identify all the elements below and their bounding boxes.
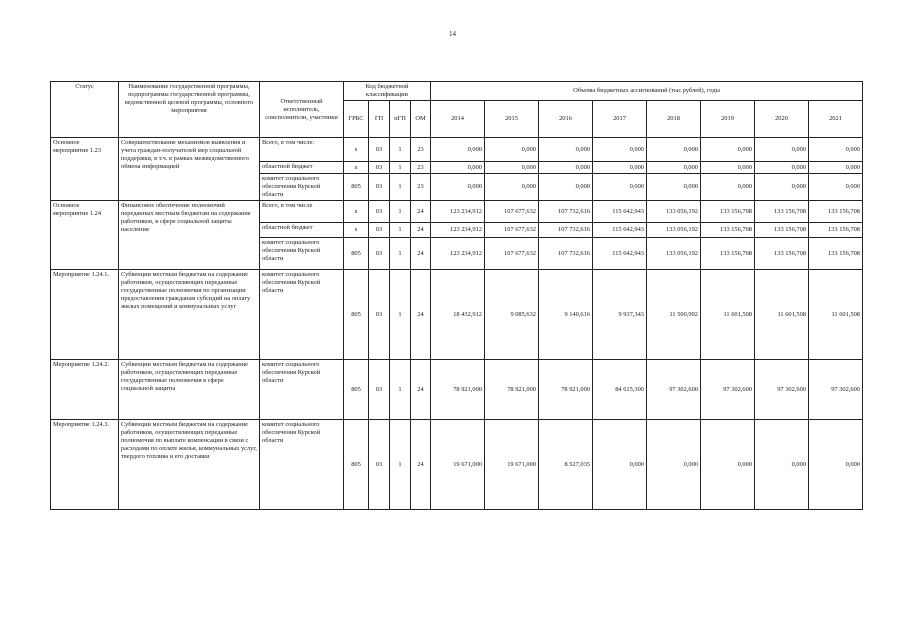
table-row: [51, 420, 863, 510]
pgp-cell: 1: [390, 238, 411, 270]
header-volumes: Объемы бюджетных ассигнований (тыс.рублей), годы: [431, 82, 863, 101]
gp-cell: 03: [369, 201, 390, 223]
om-cell: 24: [411, 360, 431, 420]
value-cell: 123 234,912: [431, 201, 485, 223]
budget-table: [50, 81, 863, 510]
value-cell: 133 056,192: [647, 223, 701, 238]
value-cell: 133 156,708: [809, 201, 863, 223]
om-cell: 24: [411, 223, 431, 238]
name-cell: Финансовое обеспечение полномочий переданных местным бюджетам на содержание работников, в сфере социальной защиты населения: [119, 201, 260, 270]
value-cell: 0,000: [431, 162, 485, 174]
grbs-cell: х: [344, 138, 369, 162]
value-cell: 0,000: [701, 420, 755, 510]
header-year: 2015: [485, 101, 539, 138]
value-cell: 107 677,632: [485, 223, 539, 238]
status-cell: Мероприятие 1.24.3.: [51, 420, 119, 510]
value-cell: 9 937,343: [593, 270, 647, 360]
pgp-cell: 1: [390, 270, 411, 360]
responsible-cell: областной бюджет: [260, 223, 344, 238]
value-cell: 18 432,912: [431, 270, 485, 360]
value-cell: 133 156,708: [755, 201, 809, 223]
value-cell: 97 302,600: [755, 360, 809, 420]
pgp-cell: 1: [390, 201, 411, 223]
value-cell: 0,000: [647, 162, 701, 174]
value-cell: 0,000: [647, 138, 701, 162]
value-cell: 0,000: [593, 420, 647, 510]
om-cell: 23: [411, 162, 431, 174]
page-number: 14: [449, 30, 456, 38]
header-year: 2020: [755, 101, 809, 138]
value-cell: 133 156,708: [809, 238, 863, 270]
responsible-cell: Всего, в том числе:: [260, 138, 344, 162]
value-cell: 0,000: [593, 162, 647, 174]
grbs-cell: 805: [344, 270, 369, 360]
value-cell: 107 677,632: [485, 238, 539, 270]
header-year: 2018: [647, 101, 701, 138]
value-cell: 133 156,708: [809, 223, 863, 238]
pgp-cell: 1: [390, 138, 411, 162]
om-cell: 24: [411, 238, 431, 270]
grbs-cell: 805: [344, 174, 369, 201]
value-cell: 0,000: [431, 138, 485, 162]
grbs-cell: 805: [344, 238, 369, 270]
header-pgp: пГП: [390, 101, 411, 138]
grbs-cell: 805: [344, 360, 369, 420]
value-cell: 78 921,000: [539, 360, 593, 420]
value-cell: 11 500,992: [647, 270, 701, 360]
table-row: [51, 201, 863, 223]
value-cell: 133 156,708: [701, 238, 755, 270]
table-row: [51, 360, 863, 420]
value-cell: 0,000: [431, 174, 485, 201]
value-cell: 78 921,000: [485, 360, 539, 420]
value-cell: 123 234,912: [431, 238, 485, 270]
pgp-cell: 1: [390, 223, 411, 238]
value-cell: 115 642,943: [593, 201, 647, 223]
gp-cell: 03: [369, 223, 390, 238]
value-cell: 0,000: [755, 138, 809, 162]
value-cell: 133 056,192: [647, 201, 701, 223]
grbs-cell: х: [344, 201, 369, 223]
value-cell: 0,000: [485, 138, 539, 162]
status-cell: Основное мероприятие 1.24: [51, 201, 119, 270]
value-cell: 9 140,616: [539, 270, 593, 360]
header-year: 2017: [593, 101, 647, 138]
value-cell: 8 527,035: [539, 420, 593, 510]
responsible-cell: комитет социального обеспечения Курской области: [260, 420, 344, 510]
value-cell: 0,000: [755, 162, 809, 174]
value-cell: 11 601,508: [755, 270, 809, 360]
value-cell: 0,000: [809, 420, 863, 510]
gp-cell: 03: [369, 360, 390, 420]
value-cell: 115 642,943: [593, 238, 647, 270]
om-cell: 23: [411, 138, 431, 162]
pgp-cell: 1: [390, 162, 411, 174]
gp-cell: 03: [369, 162, 390, 174]
om-cell: 24: [411, 270, 431, 360]
header-om: ОМ: [411, 101, 431, 138]
value-cell: 133 156,708: [701, 223, 755, 238]
value-cell: 97 302,600: [701, 360, 755, 420]
header-status: Статус: [51, 82, 119, 138]
om-cell: 24: [411, 420, 431, 510]
grbs-cell: 805: [344, 420, 369, 510]
value-cell: 0,000: [701, 174, 755, 201]
status-cell: Основное мероприятие 1.23: [51, 138, 119, 201]
table-row: [51, 138, 863, 162]
budget-body: [51, 138, 863, 510]
table-row: [51, 270, 863, 360]
value-cell: 133 056,192: [647, 238, 701, 270]
pgp-cell: 1: [390, 360, 411, 420]
om-cell: 24: [411, 201, 431, 223]
value-cell: 0,000: [809, 174, 863, 201]
responsible-cell: областной бюджет: [260, 162, 344, 174]
value-cell: 0,000: [701, 162, 755, 174]
value-cell: 107 732,616: [539, 223, 593, 238]
header-year: 2014: [431, 101, 485, 138]
value-cell: 107 732,616: [539, 201, 593, 223]
header-year: 2021: [809, 101, 863, 138]
value-cell: 133 156,708: [755, 223, 809, 238]
value-cell: 0,000: [701, 138, 755, 162]
header-responsible: Ответственный исполнитель, соисполнители, участники: [260, 82, 344, 138]
value-cell: 107 677,632: [485, 201, 539, 223]
header-budget-code: Код бюджетной классификации: [344, 82, 431, 101]
value-cell: 0,000: [485, 162, 539, 174]
name-cell: Совершенствование механизмов выявления и учета граждан-получателей мер социальной поддержки, в т.ч. в рамках межведомственного обмена информацией: [119, 138, 260, 201]
value-cell: 0,000: [539, 174, 593, 201]
grbs-cell: х: [344, 223, 369, 238]
value-cell: 0,000: [539, 138, 593, 162]
grbs-cell: х: [344, 162, 369, 174]
value-cell: 0,000: [809, 162, 863, 174]
om-cell: 23: [411, 174, 431, 201]
value-cell: 19 671,000: [431, 420, 485, 510]
value-cell: 107 732,616: [539, 238, 593, 270]
responsible-cell: комитет социального обеспечения Курской области: [260, 174, 344, 201]
responsible-cell: комитет социального обеспечения Курской области: [260, 238, 344, 270]
value-cell: 0,000: [485, 174, 539, 201]
value-cell: 0,000: [593, 138, 647, 162]
value-cell: 123 234,912: [431, 223, 485, 238]
status-cell: Мероприятие 1.24.1.: [51, 270, 119, 360]
value-cell: 0,000: [755, 174, 809, 201]
name-cell: Субвенции местным бюджетам на содержание работников, осуществляющих переданные государственные полномочия в сфере социальной защиты: [119, 360, 260, 420]
gp-cell: 03: [369, 174, 390, 201]
value-cell: 11 601,508: [809, 270, 863, 360]
value-cell: 0,000: [593, 174, 647, 201]
value-cell: 19 671,000: [485, 420, 539, 510]
value-cell: 11 601,508: [701, 270, 755, 360]
name-cell: Субвенции местным бюджетам на содержание работников, осуществляющих переданные полномочия по выплате компенсации в связи с расходами по оплате жилья, коммунальных услуг, твердого топлива и его доставки: [119, 420, 260, 510]
value-cell: 84 615,300: [593, 360, 647, 420]
value-cell: 0,000: [809, 138, 863, 162]
status-cell: Мероприятие 1.24.2.: [51, 360, 119, 420]
name-cell: Субвенции местным бюджетам на содержание работников, осуществляющих переданные государственные полномочия по организации предоставления гражданам субсидий на оплату жилых помещений и коммунальных услуг: [119, 270, 260, 360]
header-year: 2016: [539, 101, 593, 138]
value-cell: 0,000: [755, 420, 809, 510]
gp-cell: 03: [369, 138, 390, 162]
responsible-cell: комитет социального обеспечения Курской области: [260, 270, 344, 360]
value-cell: 97 302,600: [647, 360, 701, 420]
responsible-cell: Всего, в том числе: [260, 201, 344, 223]
responsible-cell: комитет социального обеспечения Курской области: [260, 360, 344, 420]
value-cell: 97 302,600: [809, 360, 863, 420]
gp-cell: 03: [369, 238, 390, 270]
value-cell: 0,000: [647, 174, 701, 201]
header-name: Наименование государственной программы, подпрограммы государственной программы, ведомственной целевой программы, основного мероприятия: [119, 82, 260, 138]
gp-cell: 03: [369, 270, 390, 360]
pgp-cell: 1: [390, 174, 411, 201]
value-cell: 0,000: [539, 162, 593, 174]
header-gp: ГП: [369, 101, 390, 138]
value-cell: 115 642,943: [593, 223, 647, 238]
pgp-cell: 1: [390, 420, 411, 510]
value-cell: 78 921,000: [431, 360, 485, 420]
header-grbs: ГРБС: [344, 101, 369, 138]
value-cell: 133 156,708: [755, 238, 809, 270]
value-cell: 0,000: [647, 420, 701, 510]
value-cell: 133 156,708: [701, 201, 755, 223]
gp-cell: 03: [369, 420, 390, 510]
value-cell: 9 085,632: [485, 270, 539, 360]
header-year: 2019: [701, 101, 755, 138]
